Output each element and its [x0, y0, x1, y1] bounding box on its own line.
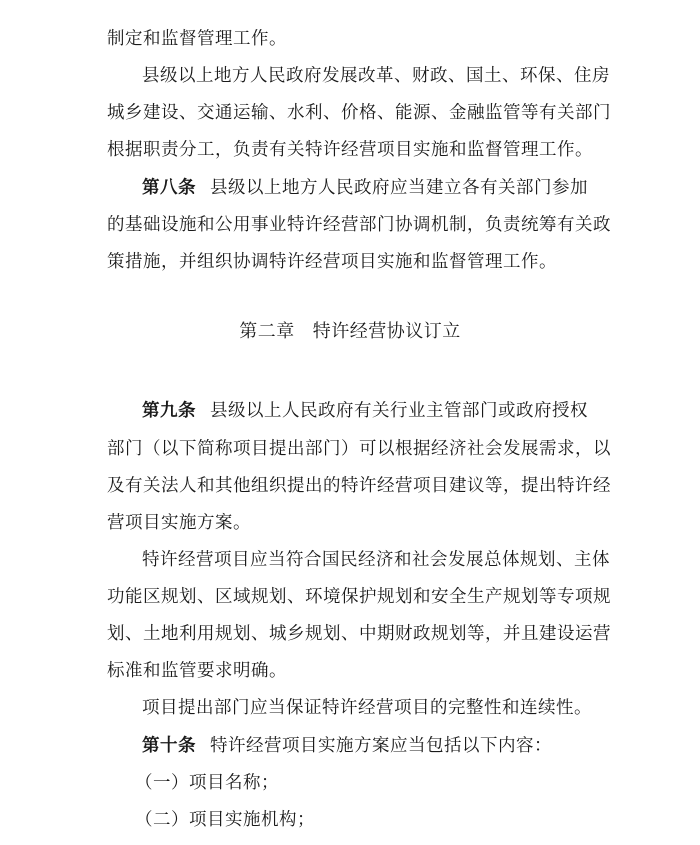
article-8-label: 第八条: [142, 178, 196, 198]
list-item: （一）项目名称；: [135, 773, 279, 793]
chapter-title: 特许经营协议订立: [312, 321, 461, 342]
text-line: 营项目实施方案。: [107, 513, 251, 533]
text-line: 标准和监管要求明确。: [107, 661, 287, 681]
list-item: （二）项目实施机构；: [135, 810, 315, 830]
text-line: 划、土地利用规划、城乡规划、中期财政规划等，并且建设运营: [107, 624, 611, 644]
article-10-label: 第十条: [142, 736, 196, 756]
text-line: 城乡建设、交通运输、水利、价格、能源、金融监管等有关部门: [107, 103, 611, 123]
text-line: 策措施，并组织协调特许经营项目实施和监督管理工作。: [107, 252, 557, 272]
article-10-first-line: [142, 734, 597, 758]
article-8-first-line: [142, 176, 597, 200]
text-line: 及有关法人和其他组织提出的特许经营项目建议等，提出特许经: [107, 476, 611, 496]
text-line: 的基础设施和公用事业特许经营部门协调机制，负责统筹有关政: [107, 215, 611, 235]
text-line: 县级以上地方人民政府发展改革、财政、国土、环保、住房: [142, 66, 610, 86]
article-10-text: 特许经营项目实施方案应当包括以下内容：: [210, 736, 552, 756]
text-line: 特许经营项目应当符合国民经济和社会发展总体规划、主体: [142, 550, 610, 570]
article-9-text: 县级以上人民政府有关行业主管部门或政府授权: [210, 401, 588, 421]
text-line: 功能区规划、区域规划、环境保护规划和安全生产规划等专项规: [107, 587, 611, 607]
text-line: 部门（以下简称项目提出部门）可以根据经济社会发展需求，以: [107, 439, 611, 459]
text-line: 根据职责分工，负责有关特许经营项目实施和监督管理工作。: [107, 140, 593, 160]
chapter-heading: [0, 319, 700, 345]
chapter-number: 第二章: [239, 321, 295, 342]
article-9-label: 第九条: [142, 401, 196, 421]
article-8-text: 县级以上地方人民政府应当建立各有关部门参加: [210, 178, 588, 198]
text-line: 制定和监督管理工作。: [107, 29, 287, 49]
text-line: 项目提出部门应当保证特许经营项目的完整性和连续性。: [142, 698, 592, 718]
article-9-first-line: [142, 399, 597, 423]
